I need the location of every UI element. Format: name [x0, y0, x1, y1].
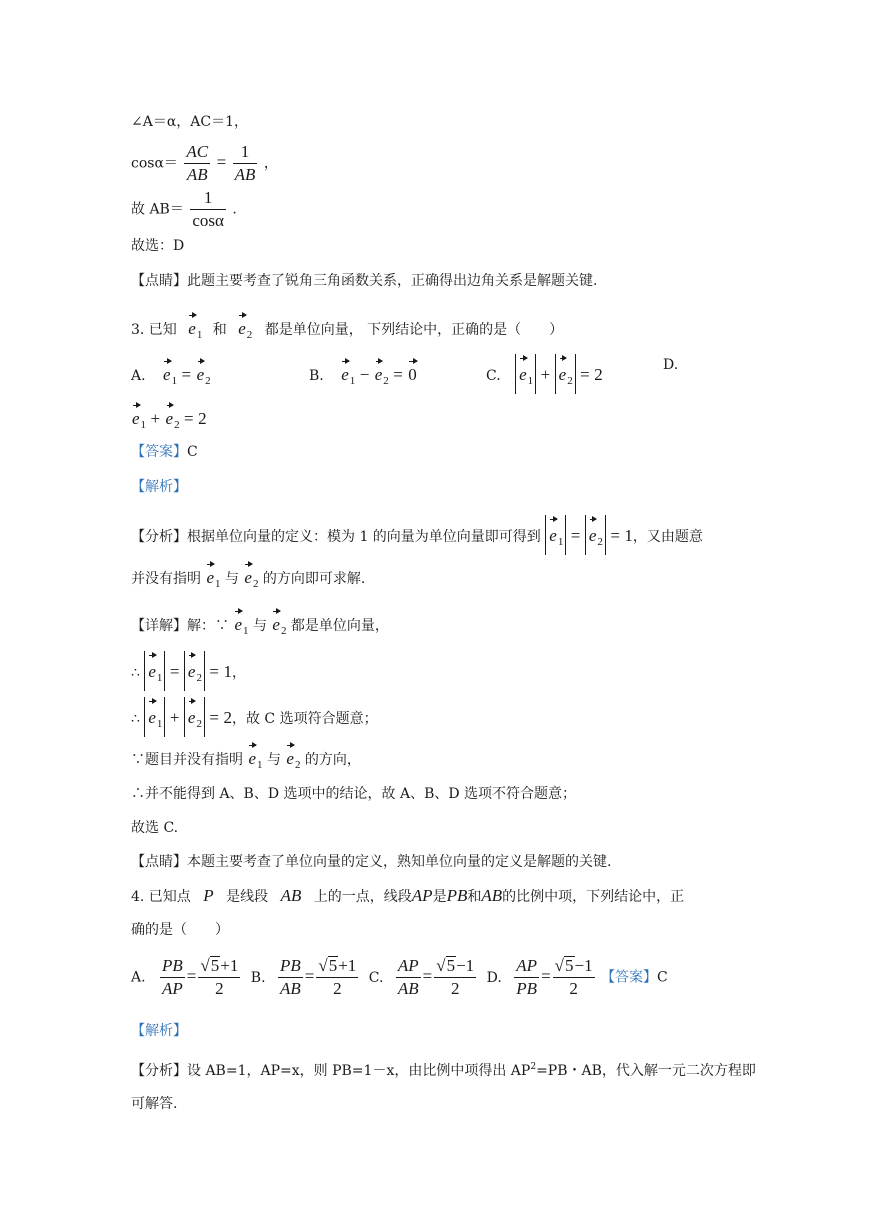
- q4-fenxi-line-1: 【分析】设 AB=1，AP=x，则 PB=1－x，由比例中项得出 $AP^2=PB$・AB，代入解一元二次方程即: [131, 1062, 756, 1079]
- fenxi-tag: 【分析】: [131, 529, 187, 545]
- q3-analysis-tag: 【解析】: [131, 479, 187, 495]
- q3-stem-start: 3. 已知: [131, 322, 177, 338]
- q3-detail-line-3: ∴ $e_1 + e_2 = 2$，故 C 选项符合题意；: [131, 697, 378, 737]
- ab-equation-line: [131, 188, 237, 231]
- fraction-denominator: AB: [186, 165, 208, 184]
- period: .: [232, 201, 237, 218]
- equals-sign: =: [216, 152, 227, 172]
- fraction-numerator: AC: [184, 142, 210, 164]
- q3-option-a: A. $e_1 = e_2$: [131, 357, 211, 387]
- q3-detail-line-4: ∵题目并没有指明 $e_1$ 与 $e_2$ 的方向，: [131, 741, 361, 775]
- q4-fenxi-line-2: 可解答.: [131, 1096, 178, 1112]
- q3-detail-line-6: 故选 C.: [131, 820, 179, 836]
- comment-tag: 【点睛】: [131, 273, 187, 289]
- cos-equation-line: [131, 142, 278, 185]
- q3-option-d-label: D.: [663, 357, 679, 373]
- q4-options-line: A. $\frac{PB}{AP}$ = $\frac{√5+1}{2}$ B. $\frac{PB}{AB}$ = $\frac{√5+1}{2}$ C. $\frac{AP}{AB}$ = $\frac{√5-1}{2}$ D. $\frac{AP}{PB}$ = $\frac{√5-1}{2}$ 【答案】C: [131, 956, 668, 998]
- q3-detail-line-2: ∴ $e_1 = e_2 = 1$，: [131, 651, 246, 691]
- and-word: 和: [212, 322, 227, 338]
- q3-detail-line-5: ∴并不能得到 A、B、D 选项中的结论，故 A、B、D 选项不符合题意；: [131, 786, 577, 802]
- comma: ，: [263, 155, 278, 172]
- q3-comment: 【点睛】本题主要考查了单位向量的定义，熟知单位向量的定义是解题的关键.: [131, 854, 612, 870]
- answer-value: C: [657, 969, 668, 986]
- gu-prefix: 故 AB＝: [131, 201, 184, 218]
- comment-text: 此题主要考查了锐角三角函数关系，正确得出边角关系是解题关键.: [187, 273, 598, 289]
- q3-detail-line-1: 【详解】解：∵ $e_1$ 与 $e_2$ 都是单位向量，: [131, 607, 389, 641]
- fraction-1-cos: [190, 188, 226, 231]
- option-label: B.: [309, 368, 324, 384]
- q3-option-b: B. $e_1 - e_2 = 0$: [309, 357, 418, 387]
- fraction-numerator: 1: [233, 142, 258, 164]
- fraction-denominator: cosα: [192, 211, 224, 230]
- q3-fenxi-line-1: 【分析】根据单位向量的定义：模为 1 的向量为单位向量即可得到 $e_1 = e_2 = 1$，又由题意: [131, 515, 703, 555]
- comment-tag: 【点睛】: [131, 854, 187, 870]
- comment-line-1: [131, 271, 597, 291]
- fraction-numerator: 1: [190, 188, 226, 210]
- question-4-stem-line-1: 4. 已知点 P 是线段 AB 上的一点，线段AP是PB和AB的比例中项，下列结论中，正: [131, 886, 685, 905]
- fenxi-tag: 【分析】: [131, 1063, 187, 1079]
- fraction-1-ab: [233, 142, 258, 185]
- option-label: C.: [486, 368, 501, 384]
- xiangjie-tag: 【详解】: [131, 618, 187, 634]
- cos-prefix: cosα＝: [131, 155, 178, 172]
- vector-e1: $e_1$: [187, 319, 202, 338]
- q3-answer: [131, 442, 198, 462]
- q3-fenxi-line-2: 并没有指明 $e_1$ 与 $e_2$ 的方向即可求解.: [131, 560, 365, 594]
- vector-e2: $e_2$: [237, 319, 252, 338]
- answer-tag: 【答案】: [131, 444, 187, 460]
- given-angle-line: ∠A＝α，AC＝1，: [131, 114, 249, 130]
- choose-d-line: 故选：D: [131, 238, 185, 254]
- option-label: A.: [131, 368, 146, 384]
- question-3-stem: [131, 311, 563, 345]
- q3-option-d: $e_1 + e_2 = 2$: [131, 401, 207, 431]
- answer-tag: 【答案】: [601, 969, 658, 986]
- fraction-denominator: AB: [234, 165, 256, 184]
- q4-analysis-tag: 【解析】: [131, 1023, 187, 1039]
- answer-value: C: [187, 444, 198, 460]
- q3-stem-end: 都是单位向量， 下列结论中，正确的是（ ）: [264, 322, 564, 338]
- question-4-stem-line-2: 确的是（ ）: [131, 922, 229, 938]
- q3-option-c: C. $e_1 + e_2 = 2$: [486, 354, 603, 394]
- fraction-ac-ab: [184, 142, 210, 185]
